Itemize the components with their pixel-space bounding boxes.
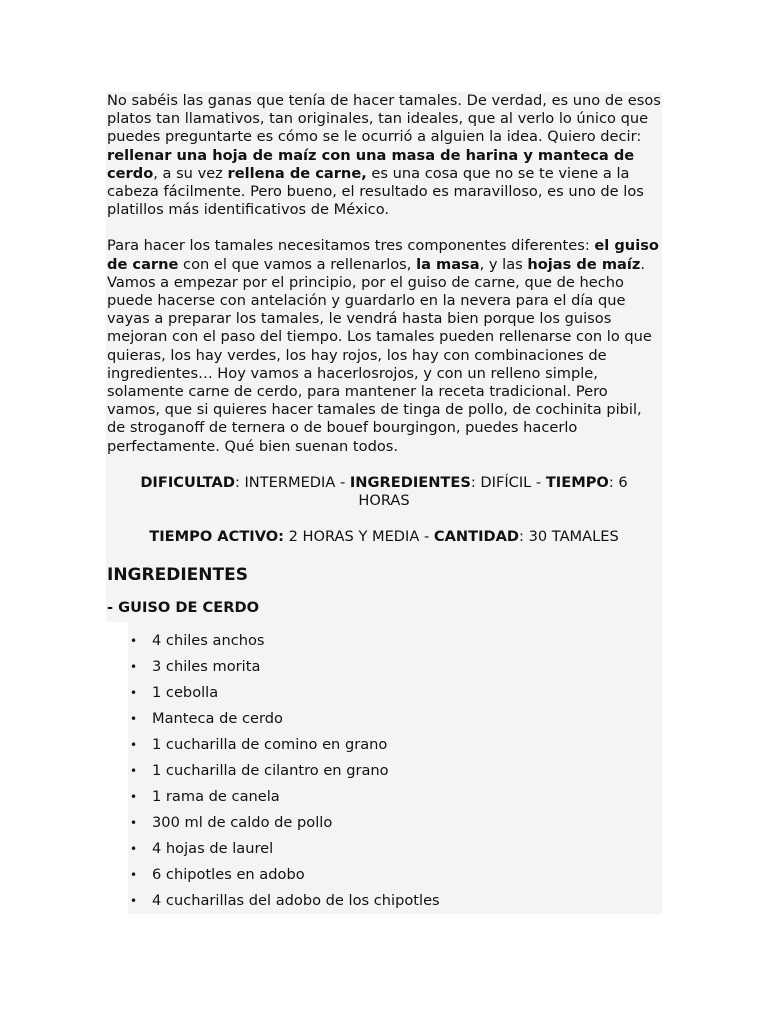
text-span: Para hacer los tamales necesitamos tres componentes diferentes: (107, 237, 595, 255)
bold-span: rellena de carne, (227, 164, 367, 182)
list-item: • 1 rama de canela (152, 784, 662, 810)
tiempo-label: TIEMPO (545, 473, 609, 491)
guiso-list-wrapper (128, 622, 662, 914)
dificultad-value: : INTERMEDIA - (234, 473, 350, 491)
text-span: con el que vamos a rellenarlos, (178, 255, 417, 273)
list-item: • 1 cucharilla de comino en grano (152, 732, 662, 758)
ingredientes-value: : DIFÍCIL - (470, 473, 546, 491)
list-item: • 4 chiles anchos (152, 628, 662, 654)
text-span: No sabéis las ganas que tenía de hacer tamales. De verdad, es uno de esos platos tan llamativos, tan originales, tan ideales, que al verlo lo único que puedes preguntarte es cómo se le ocurrió a alguien la idea. Quiero decir: (107, 92, 661, 146)
tiempo-value: : 6 HORAS (358, 473, 628, 510)
text-span: . Vamos a empezar por el principio, por el guiso de carne, que de hecho puede hacerse con antelación y guardarlo en la nevera para el día que vayas a preparar los tamales, le vendrá hasta bien porque los guisos mejoran con el paso del tiempo. Los tamales pueden rellenarse con lo que quieras, los hay verdes, los hay rojos, los hay con combinaciones de ingredientes… Hoy vamos a hacerlosrojos, y con un relleno simple, solamente carne de cerdo, para mantener la receta tradicional. Pero vamos, que si quieres hacer tamales de tinga de pollo, de cochinita pibil, de stroganoff de ternera o de bouef bourgingon, puedes hacerlo perfectamente. Qué bien suenan todos. (107, 255, 652, 455)
bold-span: rellenar una hoja de maíz con una masa de harina y manteca de cerdo (107, 146, 635, 182)
recipe-content (106, 92, 662, 914)
ingredientes-label: INGREDIENTES (349, 473, 471, 491)
cantidad-value: : 30 TAMALES (519, 528, 619, 546)
components-paragraph (106, 237, 662, 473)
text-span: , y las (479, 255, 528, 273)
list-item: • 3 chiles morita (152, 654, 662, 680)
active-time-line (106, 528, 662, 564)
list-item: • Manteca de cerdo (152, 706, 662, 732)
ingredients-heading: INGREDIENTES (106, 564, 662, 598)
cantidad-label: CANTIDAD (433, 528, 520, 546)
bold-span: la masa (416, 255, 480, 273)
tiempo-activo-label: TIEMPO ACTIVO: (149, 528, 284, 546)
list-item: • 1 cucharilla de cilantro en grano (152, 758, 662, 784)
list-item: • 1 cebolla (152, 680, 662, 706)
list-item: • 6 chipotles en adobo (152, 862, 662, 888)
tiempo-activo-value: 2 HORAS Y MEDIA - (283, 528, 434, 546)
dificultad-label: DIFICULTAD (140, 473, 235, 491)
text-span: es una cosa que no se te viene a la cabeza fácilmente. Pero bueno, el resultado es maravilloso, es uno de los platillos más identificativos de México. (107, 164, 644, 219)
bold-span: hojas de maíz (527, 255, 641, 273)
intro-paragraph (106, 92, 662, 237)
difficulty-line (106, 474, 662, 528)
list-item: • 4 cucharillas del adobo de los chipotles (152, 888, 662, 914)
guiso-ingredient-list (128, 628, 662, 914)
list-item: • 300 ml de caldo de pollo (152, 810, 662, 836)
list-item: • 4 hojas de laurel (152, 836, 662, 862)
text-span: , a su vez (153, 164, 228, 182)
guiso-heading: - GUISO DE CERDO (106, 598, 662, 622)
bold-span: el guiso de carne (107, 237, 659, 273)
